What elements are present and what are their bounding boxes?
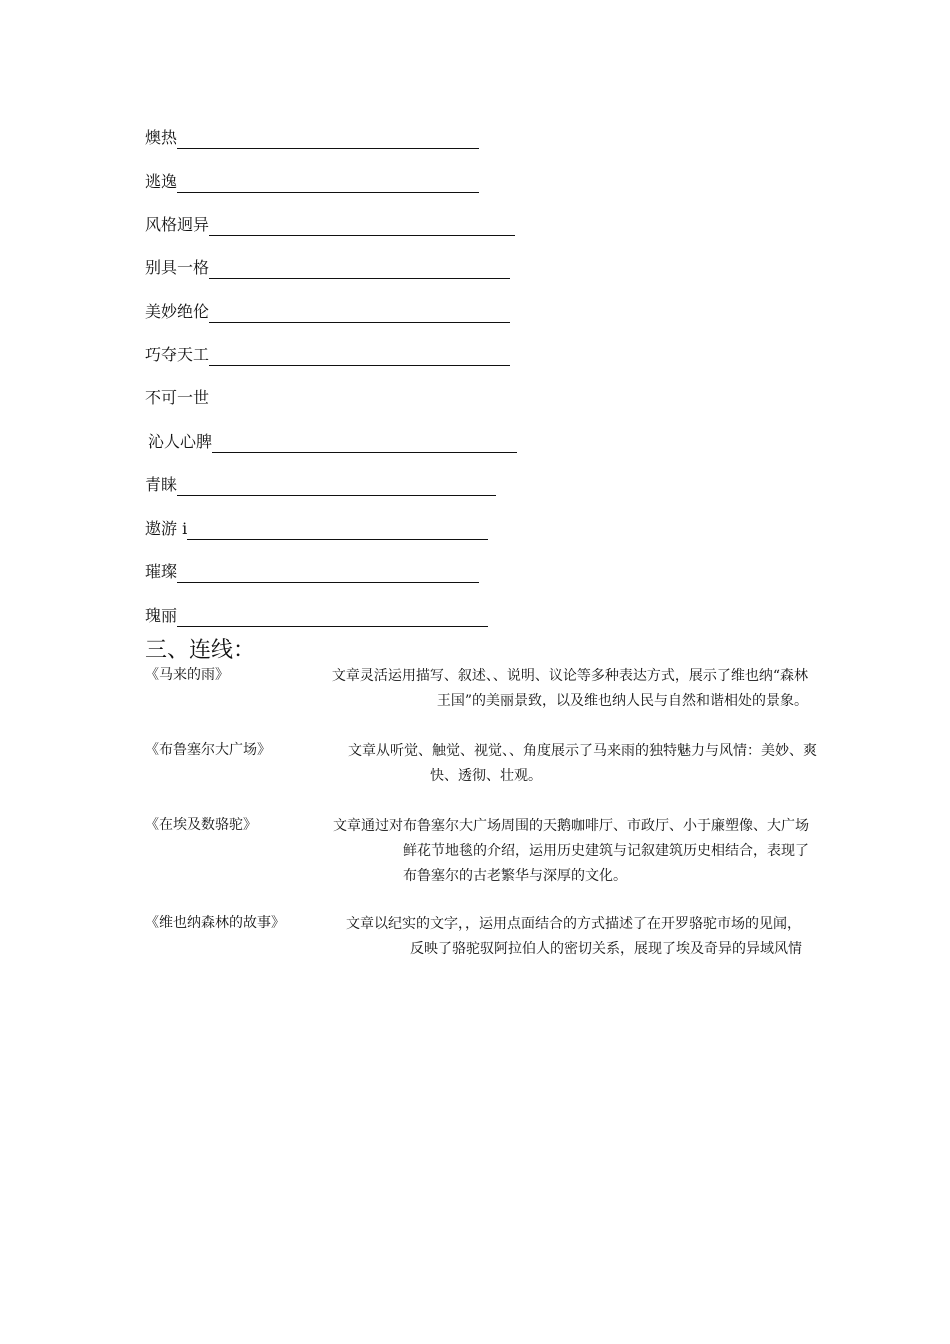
vocab-word: 风格迥异 xyxy=(145,215,210,234)
vocab-row xyxy=(145,387,209,409)
matching-title[interactable]: 《维也纳森林的故事》 xyxy=(145,915,285,931)
description-line: 鲜花节地毯的介绍，运用历史建筑与记叙建筑历史相结合，表现了 xyxy=(403,843,809,859)
vocab-blank[interactable] xyxy=(187,521,488,540)
vocab-blank[interactable] xyxy=(209,217,515,236)
vocab-row xyxy=(145,344,510,366)
vocab-blank[interactable] xyxy=(209,347,510,366)
vocab-row xyxy=(145,561,479,583)
vocab-word: 逃逸 xyxy=(145,172,178,191)
vocab-row xyxy=(145,257,510,279)
vocab-row xyxy=(145,518,488,540)
matching-title[interactable]: 《马来的雨》 xyxy=(145,667,229,683)
vocab-word: 别具一格 xyxy=(145,258,210,277)
vocab-word: 璀璨 xyxy=(145,562,178,581)
description-line: 文章通过对布鲁塞尔大广场周围的天鹅咖啡厅、市政厅、小于廉塑像、大广场 xyxy=(333,818,809,834)
vocab-blank[interactable] xyxy=(212,434,517,453)
description-line: 快、透彻、壮观。 xyxy=(430,768,542,784)
matching-title[interactable]: 《布鲁塞尔大广场》 xyxy=(145,742,271,758)
description-line: 王国”的美丽景致，以及维也纳人民与自然和谐相处的景象。 xyxy=(436,693,808,709)
vocab-blank[interactable] xyxy=(177,564,479,583)
matching-title[interactable]: 《在埃及数骆驼》 xyxy=(145,817,257,833)
matching-description[interactable] xyxy=(346,912,802,962)
vocab-word: 不可一世 xyxy=(145,388,210,407)
vocab-blank[interactable] xyxy=(177,174,479,193)
vocab-row xyxy=(145,301,510,323)
vocab-word: 巧夺天工 xyxy=(145,345,210,364)
description-line: 布鲁塞尔的古老繁华与深厚的文化。 xyxy=(403,868,627,884)
matching-description[interactable] xyxy=(330,664,808,714)
vocab-blank[interactable] xyxy=(177,130,479,149)
vocab-word: 燠热 xyxy=(145,128,178,147)
vocab-word: 青睐 xyxy=(145,475,178,494)
vocab-blank[interactable] xyxy=(209,260,510,279)
description-line: 文章灵活运用描写、叙述、、说明、议论等多种表达方式，展示了维也纳“森林 xyxy=(331,668,808,684)
vocab-blank[interactable] xyxy=(177,608,488,627)
vocab-word: 美妙绝伦 xyxy=(145,302,210,321)
vocab-row xyxy=(145,171,479,193)
vocab-row xyxy=(145,474,496,496)
vocab-word: 沁人心脾 xyxy=(148,432,213,451)
vocab-blank[interactable] xyxy=(209,304,510,323)
vocab-blank[interactable] xyxy=(177,477,496,496)
description-line: 文章从听觉、触觉、视觉、、角度展示了马来雨的独特魅力与风情：美妙、爽 xyxy=(348,743,817,759)
matching-description[interactable] xyxy=(348,739,817,789)
vocab-row xyxy=(145,605,488,627)
vocab-row xyxy=(145,127,479,149)
section-title: 三、连线： xyxy=(145,638,256,663)
description-line: 文章以纪实的文字，，运用点面结合的方式描述了在开罗骆驼市场的见闻， xyxy=(346,916,801,932)
vocab-row xyxy=(148,431,517,453)
vocab-word: 瑰丽 xyxy=(145,606,178,625)
vocab-row xyxy=(145,214,515,236)
matching-description[interactable] xyxy=(333,814,809,889)
description-line: 反映了骆驼驭阿拉伯人的密切关系，展现了埃及奇异的异域风情 xyxy=(410,941,802,957)
vocab-word: 遨游 i xyxy=(145,519,188,538)
